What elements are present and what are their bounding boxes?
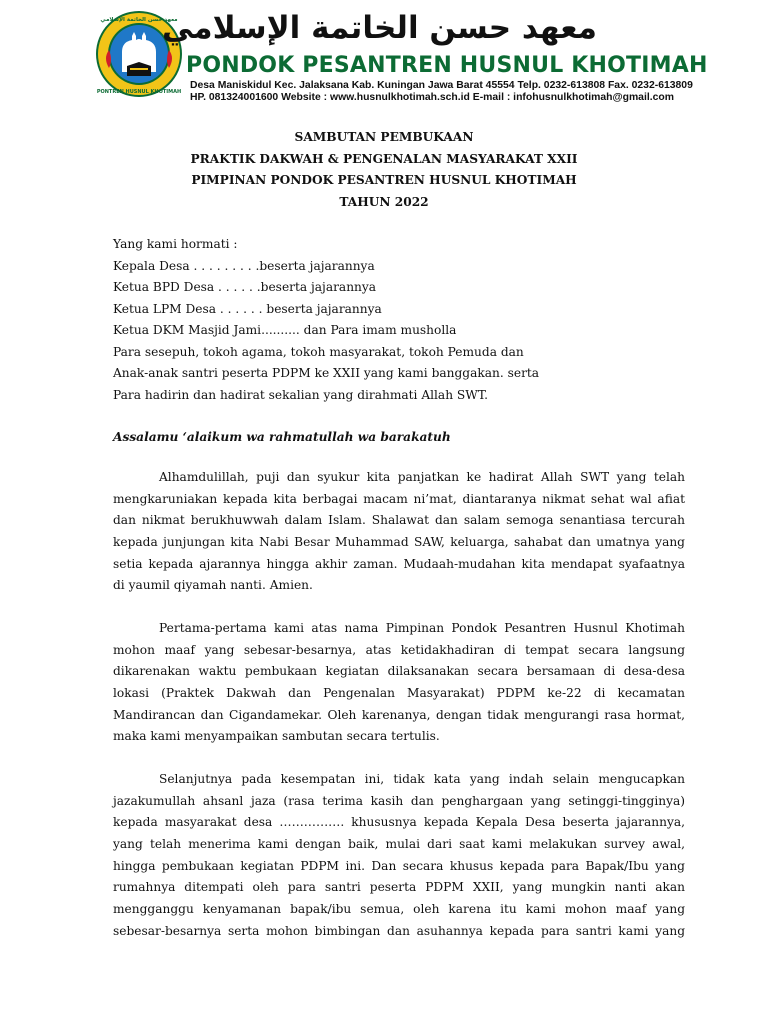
logo-ring-top-text: معهد حسن الخاتمة الإسلامي xyxy=(100,17,178,23)
paragraph-line: mohon maaf yang sebesar-besarnya, atas ketidakhadiran di tempat secara langsung xyxy=(113,642,685,657)
address-line-2: HP. 081324001600 Website : www.husnulkhotimah.sch.id E-mail : infohusnulkhotimah@gmail.com xyxy=(190,92,674,103)
paragraph-line: maka kami menyampaikan sambutan secara tertulis. xyxy=(113,729,440,744)
school-name: PONDOK PESANTREN HUSNUL KHOTIMAH xyxy=(186,53,708,78)
paragraph-line: kepada masyarakat desa ……………. khususnya kepada Kepala Desa beserta jajarannya, xyxy=(113,815,685,830)
paragraph-line: dikarenakan waktu pembukaan kegiatan dilaksanakan secara bersamaan di desa-desa xyxy=(113,664,685,679)
paragraph-line: dan nikmat berukhuwwah dalam Islam. Shalawat dan salam semoga senantiasa tercurah xyxy=(113,513,685,528)
arabic-school-name: معهد حسن الخاتمة الإسلامي xyxy=(162,10,597,46)
paragraph-line: Selanjutnya pada kesempatan ini, tidak kata yang indah selain mengucapkan xyxy=(159,772,685,786)
paragraph-line: rumahnya ditempati oleh para santri peserta PDPM XXII, yang mungkin nanti akan xyxy=(113,880,685,895)
paragraph-line: yang telah menerima kami dengan baik, mulai dari saat kami melakukan survey awal, xyxy=(113,837,685,852)
salutation-line: Para sesepuh, tokoh agama, tokoh masyarakat, tokoh Pemuda dan xyxy=(113,345,524,359)
logo-ring-bottom-text: PONTREN HUSNUL KHOTIMAH xyxy=(96,89,182,95)
paragraph-line: mengkaruniakan kepada kita berbagai macam ni’mat, diantaranya nikmat sehat wal afiat xyxy=(113,491,685,506)
paragraph-2 xyxy=(113,618,685,748)
islamic-greeting: Assalamu ‘alaikum wa rahmatullah wa barakatuh xyxy=(113,430,451,444)
salutation-line: Kepala Desa . . . . . . . . .beserta jajarannya xyxy=(113,259,375,273)
salutation-line: Ketua BPD Desa . . . . . .beserta jajarannya xyxy=(113,280,377,294)
paragraph-line: di yaumil qiyamah nanti. Amien. xyxy=(113,578,313,593)
salutation-line: Ketua LPM Desa . . . . . . beserta jajarannya xyxy=(113,302,382,316)
salutation-line: Yang kami hormati : xyxy=(113,237,238,251)
paragraph-line: Alhamdulillah, puji dan syukur kita panjatkan ke hadirat Allah SWT yang telah xyxy=(159,470,685,484)
paragraph-line: kepada junjungan kita Nabi Besar Muhammad SAW, keluarga, sahabat dan umatnya yang xyxy=(113,535,685,550)
title-line-1: SAMBUTAN PEMBUKAAN xyxy=(294,130,474,144)
title-line-3: PIMPINAN PONDOK PESANTREN HUSNUL KHOTIMAH xyxy=(191,173,577,187)
paragraph-line: Mandirancan dan Cigandamekar. Oleh karenanya, dengan tidak mengurangi rasa hormat, xyxy=(113,707,685,722)
paragraph-line: sebesar-besarnya serta mohon bimbingan dan asuhannya kepada para santri kami yang xyxy=(113,923,685,938)
paragraph-line: jazakumullah ahsanl jaza (rasa terima kasih dan penghargaan yang setinggi-tingginya) xyxy=(113,793,685,808)
paragraph-3 xyxy=(113,769,685,943)
salutation-line: Anak-anak santri peserta PDPM ke XXII yang kami banggakan. serta xyxy=(113,366,540,380)
paragraph-1 xyxy=(113,467,685,597)
salutation-line: Para hadirin dan hadirat sekalian yang dirahmati Allah SWT. xyxy=(113,388,489,402)
title-line-2: PRAKTIK DAKWAH & PENGENALAN MASYARAKAT XXII xyxy=(190,152,578,166)
paragraph-line: Pertama-pertama kami atas nama Pimpinan Pondok Pesantren Husnul Khotimah xyxy=(159,621,685,635)
address-line-1: Desa Maniskidul Kec. Jalaksana Kab. Kuningan Jawa Barat 45554 Telp. 0232-613808 Fax. 0232-613809 xyxy=(190,80,693,91)
title-line-4: TAHUN 2022 xyxy=(339,195,429,209)
salutation-line: Ketua DKM Masjid Jami.......... dan Para imam musholla xyxy=(113,323,457,337)
paragraph-line: hingga pembukaan kegiatan PDPM ini. Dan secara khusus kepada para Bapak/Ibu yang xyxy=(113,858,685,873)
paragraph-line: setia kepada ajarannya hingga akhir zaman. Mudaah-mudahan kita mendapat syafaatnya xyxy=(113,556,685,571)
paragraph-line: mengganggu kenyamanan bapak/ibu semua, oleh karena itu kami mohon maaf yang xyxy=(113,902,685,917)
paragraph-line: lokasi (Praktek Dakwah dan Pengenalan Masyarakat) PDPM ke-22 di kecamatan xyxy=(113,686,685,701)
